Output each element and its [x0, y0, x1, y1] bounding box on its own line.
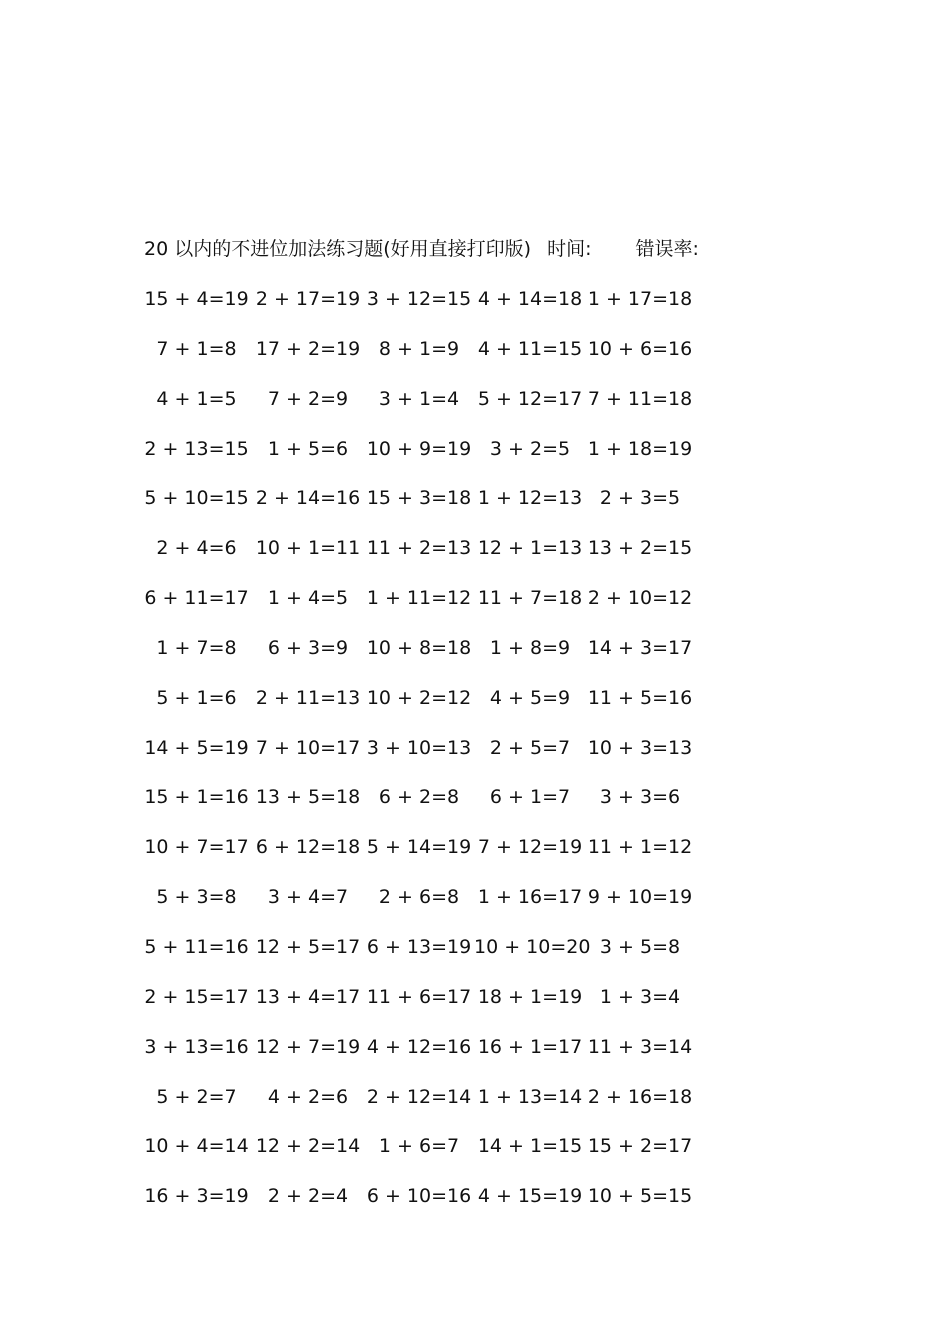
problem-row: [144, 984, 710, 1034]
problem-item: 3 + 10=13: [366, 736, 472, 759]
problem-item: 3 + 13=16: [144, 1035, 249, 1058]
problem-item: 15 + 1=16: [144, 786, 249, 809]
problem-item: 1 + 16=17: [477, 886, 583, 909]
problem-row: [144, 784, 710, 834]
problem-item: 1 + 6=7: [378, 1135, 460, 1158]
problem-item: 6 + 13=19: [366, 935, 472, 958]
problem-row: [144, 485, 710, 535]
problem-item: 10 + 8=18: [366, 636, 472, 659]
problem-row: [144, 286, 710, 336]
problem-item: 11 + 7=18: [477, 587, 583, 610]
problem-item: 2 + 10=12: [587, 587, 693, 610]
problem-item: 5 + 14=19: [366, 836, 472, 859]
problem-item: 4 + 1=5: [156, 387, 237, 410]
problem-item: 1 + 3=4: [599, 985, 681, 1008]
problem-item: 5 + 11=16: [144, 935, 249, 958]
problem-item: 12 + 7=19: [255, 1035, 361, 1058]
error-rate-label: 错误率:: [635, 238, 699, 260]
problem-item: 2 + 15=17: [144, 985, 249, 1008]
problem-item: 1 + 5=6: [267, 437, 349, 460]
problem-item: 15 + 3=18: [366, 487, 472, 510]
problem-item: 6 + 1=7: [489, 786, 571, 809]
problem-item: 10 + 2=12: [366, 686, 472, 709]
problem-item: 10 + 4=14: [144, 1135, 249, 1158]
problem-item: 2 + 14=16: [255, 487, 361, 510]
problem-item: 12 + 1=13: [477, 537, 583, 560]
problem-item: 12 + 2=14: [255, 1135, 361, 1158]
problem-item: 11 + 3=14: [587, 1035, 693, 1058]
problem-item: 12 + 5=17: [255, 935, 361, 958]
problem-item: 2 + 17=19: [255, 288, 361, 310]
problem-item: 10 + 7=17: [144, 836, 249, 859]
problem-row: [150, 535, 710, 585]
problem-item: 6 + 11=17: [144, 587, 249, 610]
problem-item: 3 + 4=7: [267, 886, 349, 909]
problem-item: 6 + 10=16: [366, 1185, 472, 1208]
problem-item: 1 + 8=9: [489, 636, 571, 659]
problem-row: [144, 1183, 710, 1233]
problem-item: 10 + 10=20: [474, 935, 591, 958]
problem-item: 2 + 4=6: [156, 537, 237, 560]
problem-item: 5 + 2=7: [156, 1085, 237, 1108]
problem-item: 14 + 3=17: [587, 636, 693, 659]
worksheet-header: [144, 236, 699, 262]
problem-grid: [144, 286, 710, 1233]
problem-item: 6 + 12=18: [255, 836, 361, 859]
problem-row: [144, 834, 710, 884]
problem-item: 2 + 3=5: [599, 487, 681, 510]
problem-item: 1 + 11=12: [366, 587, 472, 610]
problem-item: 2 + 13=15: [144, 437, 249, 460]
problem-row: [150, 1084, 710, 1134]
problem-row: [144, 1034, 710, 1084]
problem-item: 13 + 4=17: [255, 985, 361, 1008]
problem-item: 2 + 12=14: [366, 1085, 472, 1108]
problem-item: 5 + 10=15: [144, 487, 249, 510]
problem-item: 5 + 3=8: [156, 886, 237, 909]
problem-item: 3 + 5=8: [599, 935, 681, 958]
problem-item: 16 + 3=19: [144, 1185, 249, 1208]
problem-item: 1 + 13=14: [477, 1085, 583, 1108]
problem-item: 5 + 1=6: [156, 686, 237, 709]
problem-item: 10 + 5=15: [587, 1185, 693, 1208]
problem-item: 1 + 17=18: [587, 288, 693, 310]
problem-item: 6 + 2=8: [378, 786, 460, 809]
problem-item: 14 + 5=19: [144, 736, 249, 759]
problem-item: 2 + 16=18: [587, 1085, 693, 1108]
problem-item: 3 + 2=5: [489, 437, 571, 460]
problem-item: 4 + 11=15: [477, 337, 583, 360]
problem-item: 10 + 6=16: [587, 337, 693, 360]
problem-item: 8 + 1=9: [378, 337, 460, 360]
problem-row: [144, 585, 710, 635]
time-label: 时间:: [547, 238, 592, 260]
problem-item: 4 + 12=16: [366, 1035, 472, 1058]
problem-item: 15 + 4=19: [144, 288, 249, 310]
problem-item: 3 + 3=6: [599, 786, 681, 809]
problem-item: 3 + 1=4: [378, 387, 460, 410]
problem-item: 11 + 1=12: [587, 836, 693, 859]
problem-row: [150, 336, 710, 386]
problem-row: [150, 386, 710, 436]
problem-item: 1 + 4=5: [267, 587, 349, 610]
problem-row: [150, 884, 710, 934]
problem-row: [150, 635, 710, 685]
problem-item: 16 + 1=17: [477, 1035, 583, 1058]
problem-item: 11 + 5=16: [587, 686, 693, 709]
problem-item: 2 + 2=4: [267, 1185, 349, 1208]
problem-row: [144, 436, 710, 486]
worksheet-title: 20 以内的不进位加法练习题(好用直接打印版): [144, 238, 532, 260]
problem-item: 13 + 5=18: [255, 786, 361, 809]
problem-item: 14 + 1=15: [477, 1135, 583, 1158]
problem-item: 1 + 12=13: [477, 487, 583, 510]
problem-item: 11 + 6=17: [366, 985, 472, 1008]
problem-item: 6 + 3=9: [267, 636, 349, 659]
problem-row: [150, 685, 710, 735]
problem-item: 10 + 9=19: [366, 437, 472, 460]
problem-item: 10 + 1=11: [255, 537, 361, 560]
problem-item: 4 + 2=6: [267, 1085, 349, 1108]
problem-item: 17 + 2=19: [255, 337, 361, 360]
problem-item: 9 + 10=19: [587, 886, 693, 909]
problem-item: 5 + 12=17: [477, 387, 583, 410]
problem-item: 4 + 5=9: [489, 686, 571, 709]
problem-item: 10 + 3=13: [587, 736, 693, 759]
problem-item: 2 + 6=8: [378, 886, 460, 909]
problem-row: [144, 1133, 710, 1183]
problem-item: 3 + 12=15: [366, 288, 472, 310]
problem-item: 18 + 1=19: [477, 985, 583, 1008]
problem-row: [144, 934, 710, 984]
problem-item: 13 + 2=15: [587, 537, 693, 560]
problem-item: 7 + 12=19: [477, 836, 583, 859]
problem-item: 7 + 2=9: [267, 387, 349, 410]
problem-item: 7 + 11=18: [587, 387, 693, 410]
problem-item: 7 + 10=17: [255, 736, 361, 759]
problem-item: 2 + 11=13: [255, 686, 361, 709]
problem-item: 2 + 5=7: [489, 736, 571, 759]
problem-item: 15 + 2=17: [587, 1135, 693, 1158]
problem-item: 7 + 1=8: [156, 337, 237, 360]
problem-item: 4 + 15=19: [477, 1185, 583, 1208]
problem-item: 1 + 7=8: [156, 636, 237, 659]
problem-item: 1 + 18=19: [587, 437, 693, 460]
problem-row: [144, 735, 710, 785]
problem-item: 11 + 2=13: [366, 537, 472, 560]
problem-item: 4 + 14=18: [477, 288, 583, 310]
